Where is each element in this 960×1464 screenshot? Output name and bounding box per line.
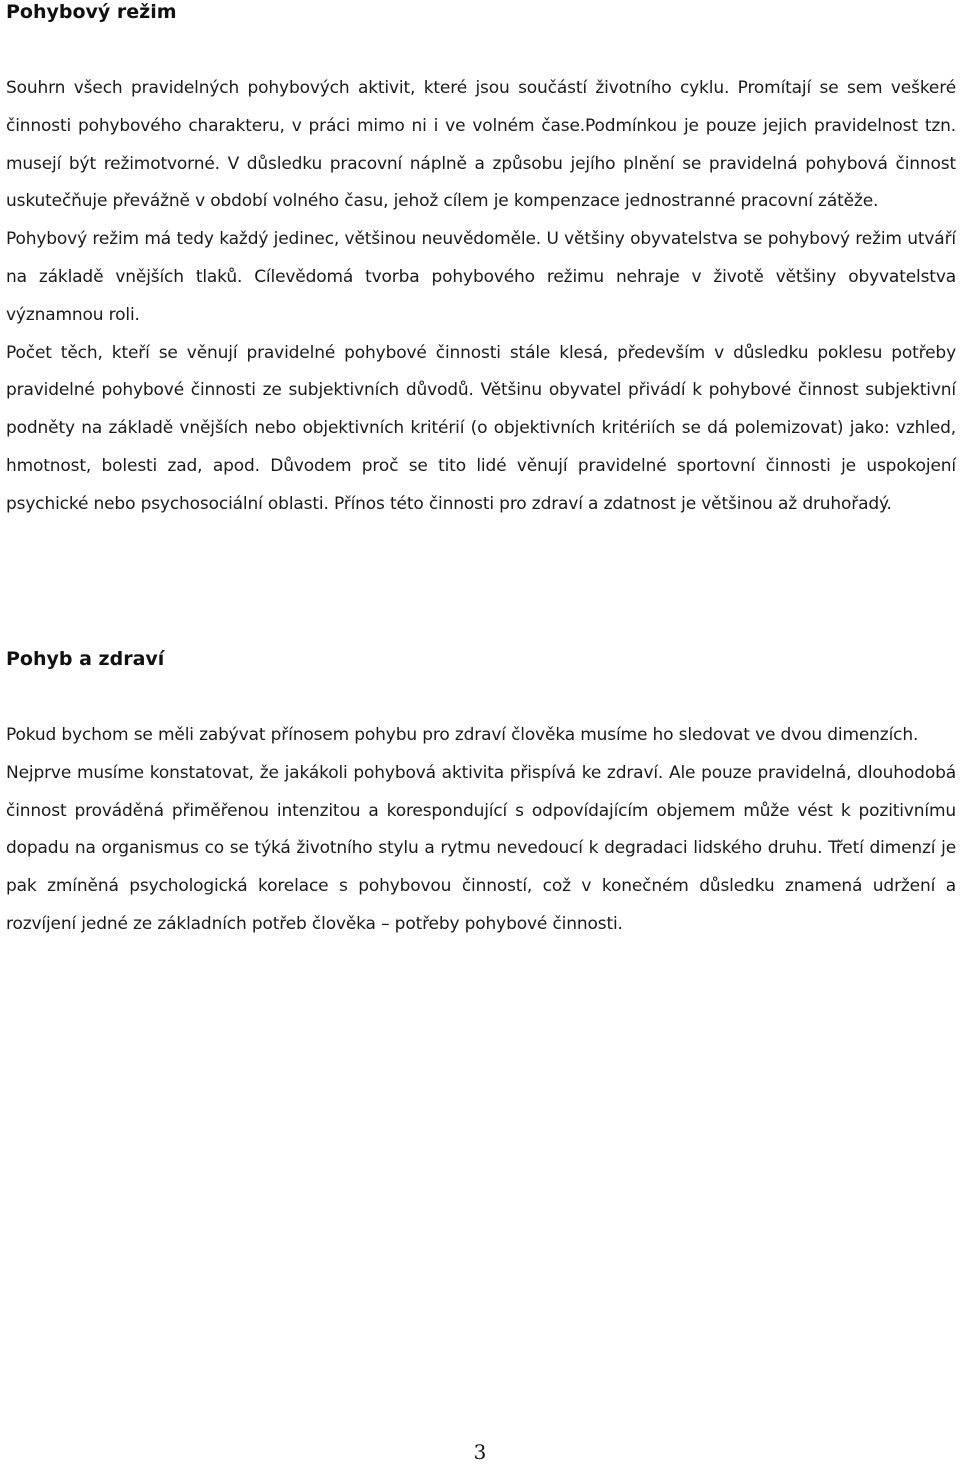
- page-number: 3: [473, 1440, 487, 1464]
- paragraph: Nejprve musíme konstatovat, že jakákoli pohybová aktivita přispívá ke zdraví. Ale pouze pravidelná, dlouhodobá činnost prováděná přiměřenou intenzitou a korespondující s odpovídajícím objemem může vést k pozitivnímu dopadu na organismus co se týká životního stylu a rytmu nevedoucí k degradaci lidského druhu. Třetí dimenzí je pak zmíněná psychologická korelace s pohybovou činností, což v konečném důsledku znamená udržení a rozvíjení jedné ze základních potřeb člověka – potřeby pohybové činnosti.: [6, 762, 956, 934]
- paragraph: Souhrn všech pravidelných pohybových aktivit, které jsou součástí životního cyklu. Promítají se sem veškeré činnosti pohybového charakteru, v práci mimo ni i ve volném čase.Podmínkou je pouze jejich pravidelnost tzn. musejí být režimotvorné. V důsledku pracovní náplně a způsobu jejího plnění se pravidelná pohybová činnost uskutečňuje převážně v období volného času, jehož cílem je kompenzace jednostranné pracovní zátěže.: [6, 78, 956, 212]
- section-heading-pohybovy-rezim: Pohybový režim: [6, 1, 177, 23]
- section-body-pohybovy-rezim: [6, 70, 956, 524]
- section-heading-pohyb-a-zdravi: Pohyb a zdraví: [6, 648, 165, 670]
- paragraph: Pohybový režim má tedy každý jedinec, většinou neuvědoměle. U většiny obyvatelstva se pohybový režim utváří na základě vnějších tlaků. Cílevědomá tvorba pohybového režimu nehraje v životě většiny obyvatelstva významnou roli.: [6, 229, 956, 325]
- paragraph: Počet těch, kteří se věnují pravidelné pohybové činnosti stále klesá, především v důsledku poklesu potřeby pravidelné pohybové činnosti ze subjektivních důvodů. Většinu obyvatel přivádí k pohybové činnost subjektivní podněty na základě vnějších nebo objektivních kritérií (o objektivních kritériích se dá polemizovat) jako: vzhled, hmotnost, bolesti zad, apod. Důvodem proč se tito lidé věnují pravidelné sportovní činnosti je uspokojení psychické nebo psychosociální oblasti. Přínos této činnosti pro zdraví a zdatnost je většinou až druhořadý.: [6, 342, 956, 514]
- paragraph: Pokud bychom se měli zabývat přínosem pohybu pro zdraví člověka musíme ho sledovat ve dvou dimenzích.: [6, 725, 919, 745]
- section-body-pohyb-a-zdravi: [6, 717, 956, 944]
